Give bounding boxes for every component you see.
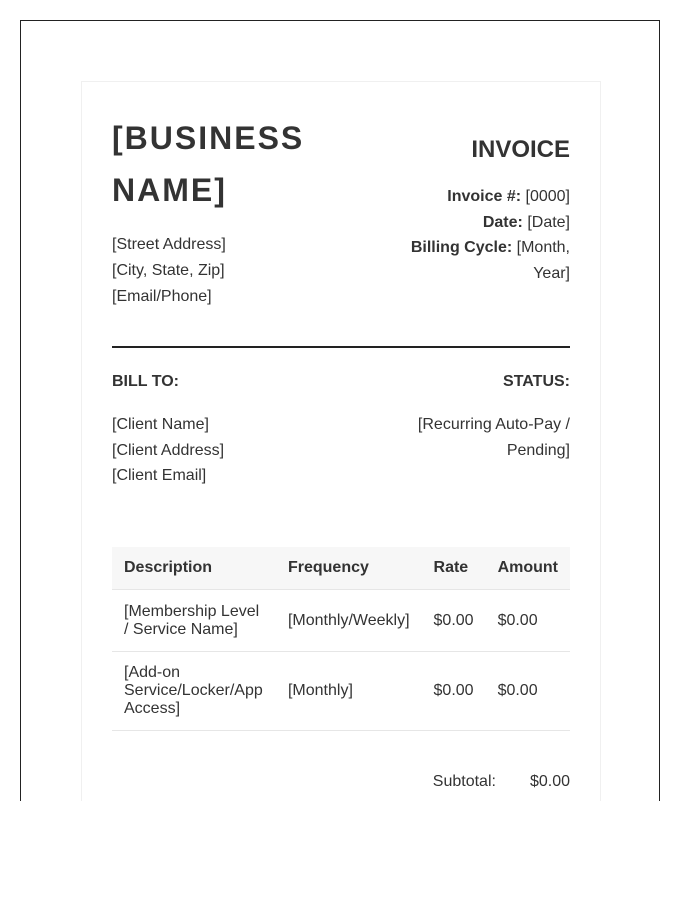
- table-row: [112, 590, 570, 652]
- item-description: [Membership Level / Service Name]: [112, 590, 276, 652]
- header-divider: [112, 346, 570, 348]
- status-block: [390, 372, 570, 489]
- business-city: [City, State, Zip]: [112, 262, 225, 279]
- invoice-number-label: Invoice #:: [447, 188, 522, 205]
- client-email: [Client Email]: [112, 467, 207, 485]
- invoice-header: [112, 112, 570, 310]
- billing-section: [112, 372, 570, 489]
- invoice-number-value: [0000]: [525, 188, 570, 205]
- invoice-title: INVOICE: [471, 136, 570, 163]
- item-frequency: [Monthly/Weekly]: [276, 590, 422, 652]
- item-frequency: [Monthly]: [276, 652, 422, 731]
- subtotal-row: [112, 773, 570, 791]
- header-amount: Amount: [486, 547, 570, 590]
- line-items-table: [112, 547, 570, 731]
- item-amount: $0.00: [486, 652, 570, 731]
- billing-cycle-value: [Month, Year]: [516, 239, 570, 282]
- client-address: [Client Address]: [112, 441, 225, 459]
- status-value: [Recurring Auto-Pay / Pending]: [417, 416, 570, 459]
- bill-to-block: [112, 372, 332, 489]
- invoice-content: [112, 112, 570, 791]
- status-label: STATUS:: [503, 373, 570, 390]
- billing-cycle-label: Billing Cycle:: [410, 239, 513, 256]
- item-rate: $0.00: [422, 590, 486, 652]
- table-row: [112, 652, 570, 731]
- invoice-date: [370, 210, 570, 236]
- header-rate: Rate: [422, 547, 486, 590]
- invoice-number: [370, 184, 570, 210]
- item-amount: $0.00: [486, 590, 570, 652]
- bill-to-label: BILL TO:: [112, 373, 179, 390]
- item-description: [Add-on Service/Locker/App Access]: [112, 652, 276, 731]
- table-header-row: [112, 547, 570, 590]
- business-info: [112, 232, 332, 310]
- invoice-date-label: Date:: [482, 213, 523, 231]
- invoice-date-value: [Date]: [527, 213, 570, 231]
- subtotal-value: $0.00: [529, 773, 570, 791]
- business-block: [112, 112, 332, 310]
- client-name: [Client Name]: [112, 416, 209, 433]
- business-contact: [Email/Phone]: [112, 288, 212, 305]
- invoice-billing-cycle: [370, 235, 570, 286]
- subtotal-label: Subtotal:: [432, 773, 496, 791]
- header-frequency: Frequency: [276, 547, 422, 590]
- invoice-meta: [370, 134, 570, 286]
- item-rate: $0.00: [422, 652, 486, 731]
- business-street: [Street Address]: [112, 236, 226, 253]
- business-name: [BUSINESS NAME]: [112, 120, 305, 208]
- header-description: Description: [112, 547, 276, 590]
